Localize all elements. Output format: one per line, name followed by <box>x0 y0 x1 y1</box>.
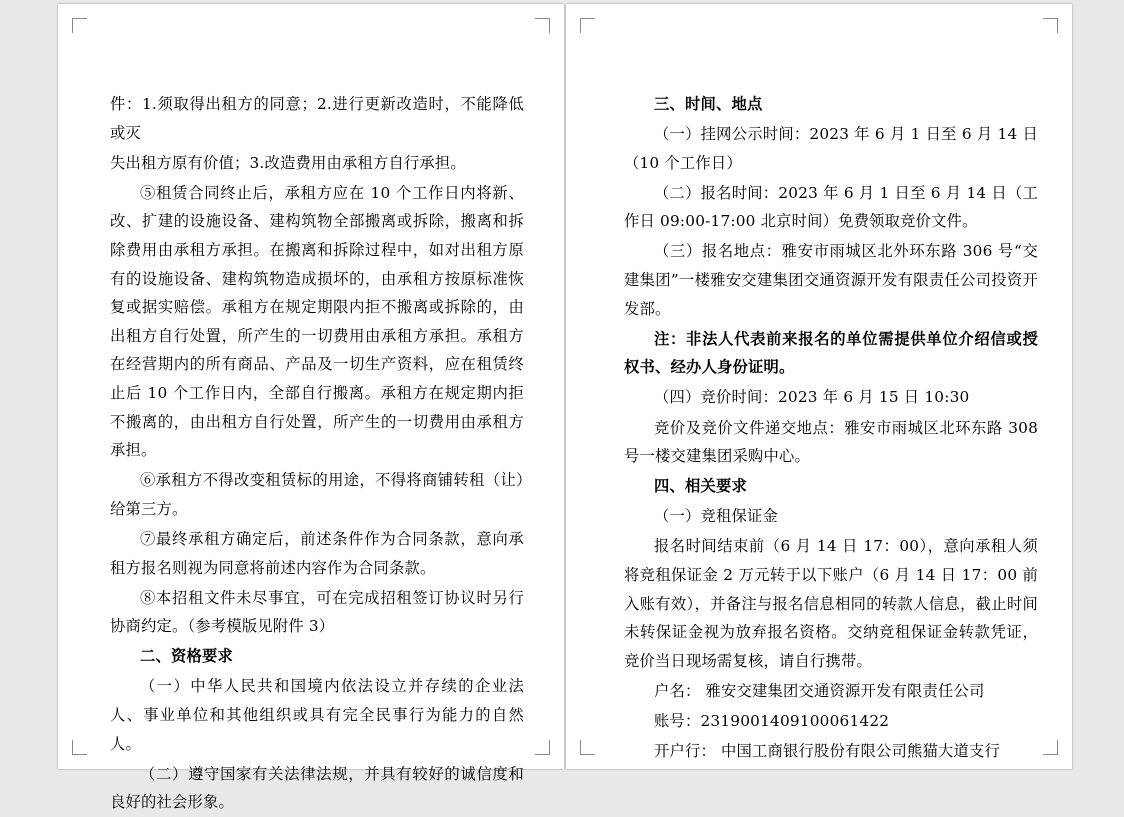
crop-mark-bottom-left-icon <box>580 740 595 755</box>
paragraph: ⑧本招租文件未尽事宜，可在完成招租签订协议时另行协商约定。（参考模版见附件 3） <box>110 588 524 636</box>
account-name-line: 户名： 雅安交建集团交通资源开发有限责任公司 <box>654 681 985 700</box>
crop-mark-top-left-icon <box>580 18 595 33</box>
paragraph: （二）报名时间：2023 年 6 月 1 日至 6 月 14 日（工作日 09:00-17:00 北京时间）免费领取竞价文件。 <box>624 183 1038 231</box>
paragraph: （一）挂网公示时间：2023 年 6 月 1 日至 6 月 14 日（10 个工作日） <box>624 125 1038 172</box>
paragraph: 件：1.须取得出租方的同意；2.进行更新改造时，不能降低或灭 <box>110 95 524 142</box>
document-page-right <box>566 4 1072 769</box>
paragraph: ⑥承租方不得改变租赁标的用途，不得将商铺转租（让）给第三方。 <box>110 471 524 518</box>
page-right-content <box>624 90 1038 761</box>
paragraph: （一）竞租保证金 <box>654 507 778 526</box>
crop-mark-top-right-icon <box>535 18 550 33</box>
account-bank-line: 开户行： 中国工商银行股份有限公司熊猫大道支行 <box>654 742 1000 761</box>
document-page-left <box>58 4 564 812</box>
paragraph: 失出租方原有价值；3.改造费用由承租方自行承担。 <box>110 153 466 172</box>
paragraph: （四）竞价时间：2023 年 6 月 15 日 10:30 <box>654 388 970 407</box>
paragraph: 竞价及竞价文件递交地点：雅安市雨城区北环东路 308 号一楼交建集团采购中心。 <box>624 418 1038 466</box>
crop-mark-bottom-right-icon <box>535 740 550 755</box>
crop-mark-bottom-right-icon <box>1043 740 1058 755</box>
paragraph: ⑤租赁合同终止后，承租方应在 10 个工作日内将新、改、扩建的设施设备、建构筑物全部搬离或拆除，搬离和拆除费用由承租方承担。在搬离和拆除过程中，如对出租方原有的设施设备、建构筑物造成损坏的，由承租方按原标准恢复或据实赔偿。承租方在规定期限内拒不搬离或拆除的，由出租方自行处置，所产生的一切费用由承租方承担。承租方在经营期内的所有商品、产品及一切生产资料，应在租赁终止后 10 个工作日内，全部自行搬离。承租方在规定期内拒不搬离的，由出租方自行处置，所产生的一切费用由承租方承担。 <box>110 183 524 460</box>
paragraph: （三）报名地点：雅安市雨城区北外环东路 306 号“交建集团”一楼雅安交建集团交通资源开发有限责任公司投资开发部。 <box>624 242 1038 318</box>
section-heading: 四、相关要求 <box>654 477 747 496</box>
account-number-line: 账号：2319001409100061422 <box>654 711 890 730</box>
note-paragraph: 注：非法人代表前来报名的单位需提供单位介绍信或授权书、经办人身份证明。 <box>624 329 1038 377</box>
crop-mark-top-right-icon <box>1043 18 1058 33</box>
section-heading: 三、时间、地点 <box>654 95 763 113</box>
paragraph: 报名时间结束前（6 月 14 日 17：00），意向承租人须将竞租保证金 2 万元转于以下账户（6 月 14 日 17：00 前入账有效），并备注与报名信息相同的转款人信息，截止时间未转保证金视为放弃报名资格。交纳竞租保证金转款凭证，竞价当日现场需复核，请自行携带。 <box>624 537 1038 670</box>
paragraph: （一）中华人民共和国境内依法设立并存续的企业法人、事业单位和其他组织或具有完全民事行为能力的自然人。 <box>110 677 524 753</box>
crop-mark-top-left-icon <box>72 18 87 33</box>
paragraph: ⑦最终承租方确定后，前述条件作为合同条款，意向承租方报名则视为同意将前述内容作为合同条款。 <box>110 529 524 577</box>
page-left-content <box>110 90 524 812</box>
crop-mark-bottom-left-icon <box>72 740 87 755</box>
paragraph: （二）遵守国家有关法律法规，并具有较好的诚信度和良好的社会形象。 <box>110 764 524 812</box>
section-heading: 二、资格要求 <box>140 647 233 666</box>
